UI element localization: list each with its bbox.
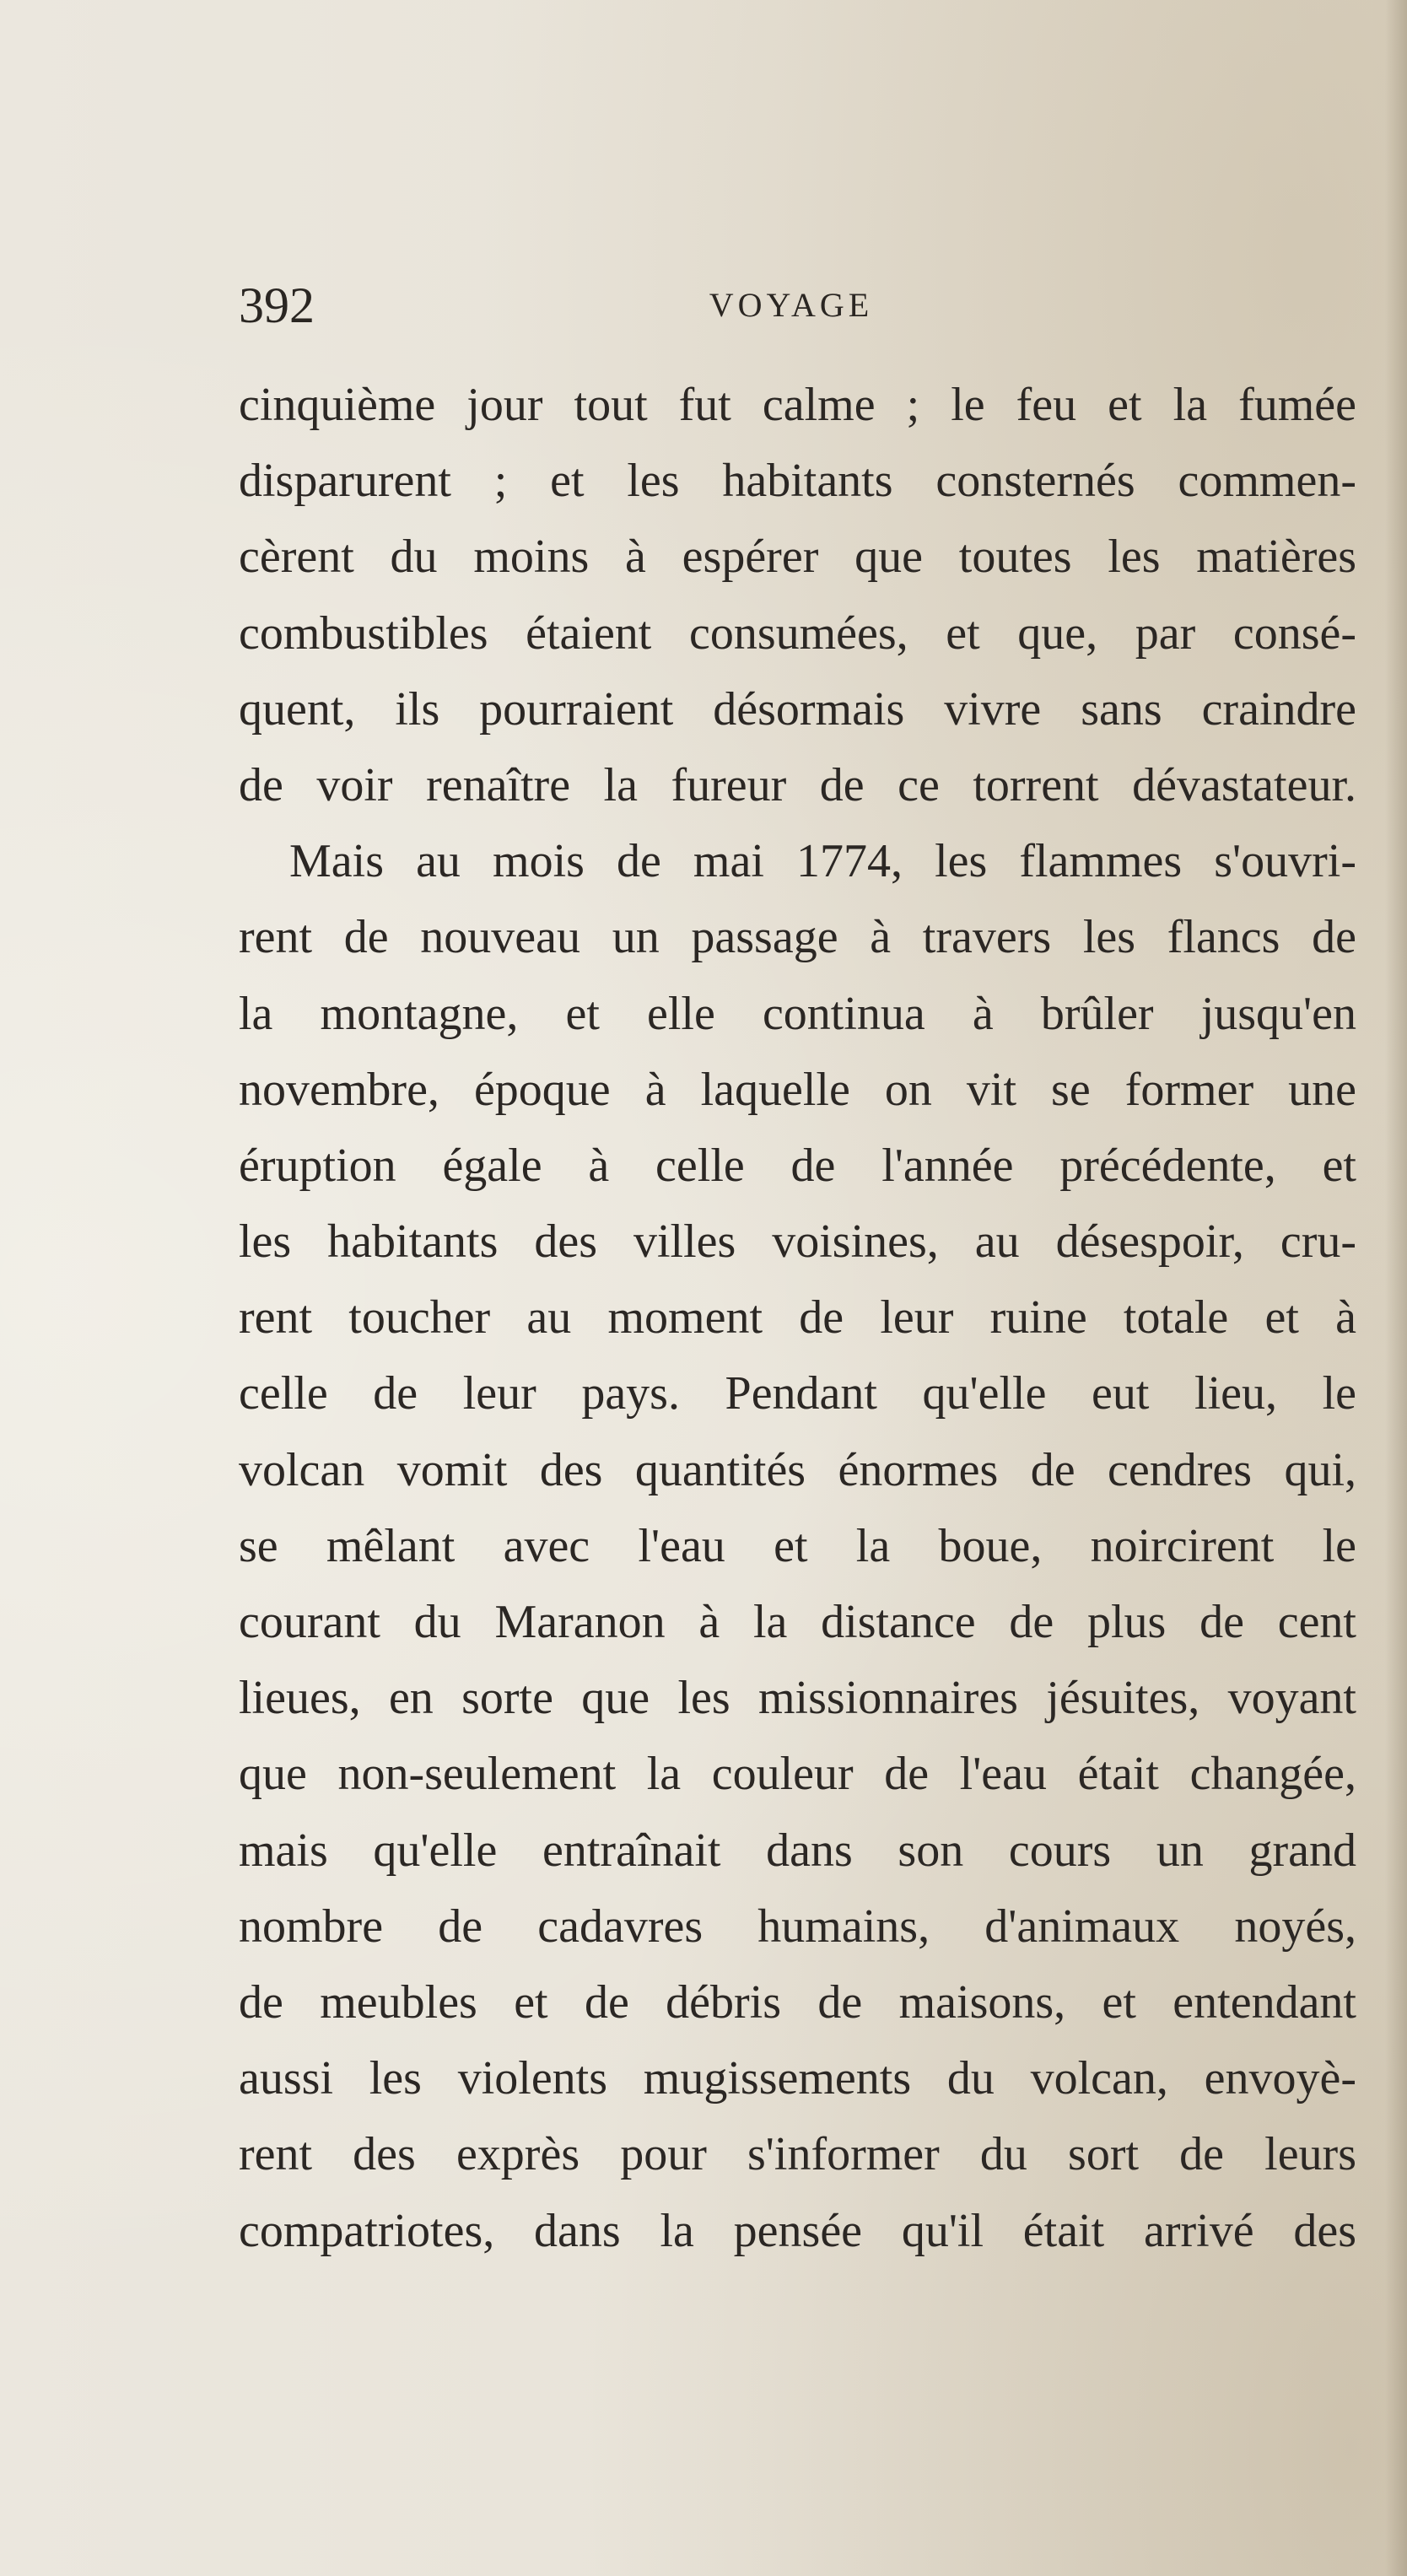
body-text xyxy=(239,367,1356,2269)
text-line: compatriotes, dans la pensée qu'il était arrivé des xyxy=(239,2204,1356,2257)
text-line: éruption égale à celle de l'année précédente, et xyxy=(239,1139,1356,1192)
running-head xyxy=(239,272,1344,339)
text-line: cèrent du moins à espérer que toutes les matières xyxy=(239,531,1356,584)
text-line: lieues, en sorte que les missionnaires jésuites, voyant xyxy=(239,1672,1356,1725)
text-line: novembre, époque à laquelle on vit se former une xyxy=(239,1063,1356,1116)
text-line: de meubles et de débris de maisons, et entendant xyxy=(239,1975,1356,2029)
text-line: les habitants des villes voisines, au désespoir, cru- xyxy=(239,1215,1356,1269)
text-line: volcan vomit des quantités énormes de cendres qui, xyxy=(239,1443,1356,1496)
text-line: la montagne, et elle continua à brûler jusqu'en xyxy=(239,987,1356,1040)
text-line: rent toucher au moment de leur ruine totale et à xyxy=(239,1291,1356,1345)
text-line: nombre de cadavres humains, d'animaux noyés, xyxy=(239,1900,1356,1953)
text-line: rent des exprès pour s'informer du sort de leurs xyxy=(239,2128,1356,2181)
text-line: disparurent ; et les habitants consternés commen- xyxy=(239,455,1356,508)
text-line: quent, ils pourraient désormais vivre sans craindre xyxy=(239,682,1356,736)
text-line: combustibles étaient consumées, et que, par consé- xyxy=(239,606,1356,660)
text-line: mais qu'elle entraînait dans son cours un grand xyxy=(239,1824,1356,1877)
text-line: aussi les violents mugissements du volcan, envoyè- xyxy=(239,2052,1356,2105)
text-line: de voir renaître la fureur de ce torrent dévastateur. xyxy=(239,758,1356,811)
text-line: cinquième jour tout fut calme ; le feu et la fumée xyxy=(239,379,1356,431)
running-title: VOYAGE xyxy=(709,286,874,324)
text-line: se mêlant avec l'eau et la boue, noircirent le xyxy=(239,1519,1356,1572)
paragraph-start-line: Mais au mois de mai 1774, les flammes s'ouvri- xyxy=(289,835,1356,888)
text-line: rent de nouveau un passage à travers les flancs de xyxy=(239,911,1356,964)
text-line: que non-seulement la couleur de l'eau était changée, xyxy=(239,1748,1356,1801)
page-number: 392 xyxy=(239,278,315,333)
text-line: courant du Maranon à la distance de plus de cent xyxy=(239,1596,1356,1648)
text-line: celle de leur pays. Pendant qu'elle eut lieu, le xyxy=(239,1367,1356,1420)
page-edge-shadow xyxy=(1385,0,1407,2576)
